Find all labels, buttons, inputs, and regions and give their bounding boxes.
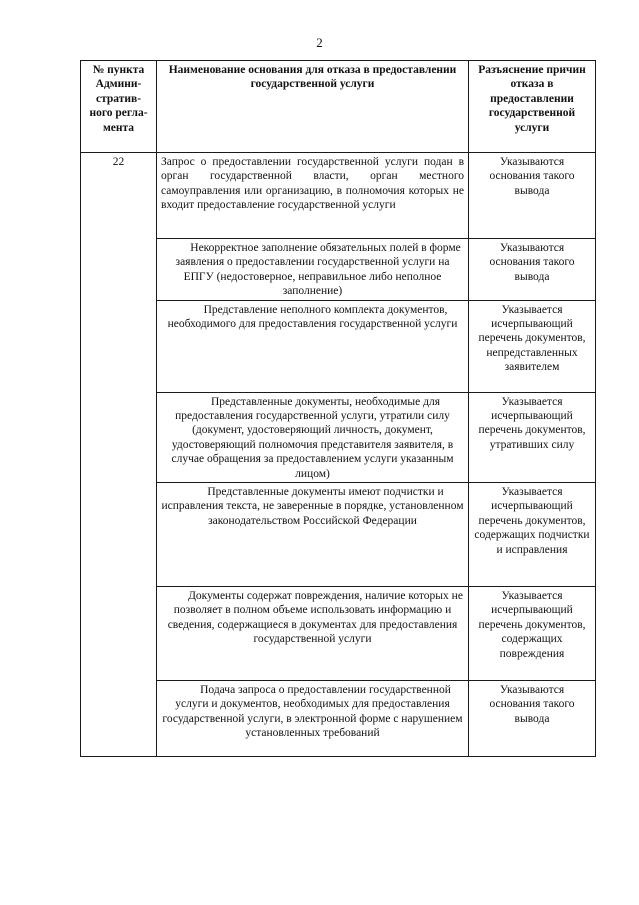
header-refusal-ground: Наименование основания для отказа в предоставлении государственной услуги — [157, 61, 469, 153]
point-number-cell: 22 — [81, 153, 157, 757]
refusal-ground-cell: Представленные документы имеют подчистки и исправления текста, не заверенные в порядке, установленном законодательством Российской Федерации — [157, 483, 469, 587]
refusal-explanation-cell: Указывается исчерпывающий перечень документов, непредставленных заявителем — [469, 300, 596, 392]
header-refusal-explanation: Разъяснение причин отказа в предоставлении государственной услуги — [469, 61, 596, 153]
table-row — [81, 153, 596, 239]
page-number: 2 — [316, 35, 323, 50]
refusal-explanation-cell: Указывается исчерпывающий перечень документов, содержащих повреждения — [469, 587, 596, 681]
refusal-explanation-cell: Указывается исчерпывающий перечень документов, утративших силу — [469, 392, 596, 482]
refusal-ground-cell: Некорректное заполнение обязательных полей в форме заявления о предоставлении государственной услуги на ЕПГУ (недостоверное, неправильное либо неполное заполнение) — [157, 239, 469, 301]
refusal-ground-cell: Документы содержат повреждения, наличие которых не позволяет в полном объеме использовать информацию и сведения, содержащиеся в документах для предоставления государственной услуги — [157, 587, 469, 681]
refusal-ground-cell: Представление неполного комплекта документов, необходимого для предоставления государственной услуги — [157, 300, 469, 392]
refusal-grounds-table — [80, 60, 596, 757]
refusal-explanation-cell: Указывается исчерпывающий перечень документов, содержащих подчистки и исправления — [469, 483, 596, 587]
refusal-ground-cell: Представленные документы, необходимые для предоставления государственной услуги, утратили силу (документ, удостоверяющий личность, документ, удостоверяющий полномочия представителя заявителя, в случае обращения за предоставлением услуги указанным лицом) — [157, 392, 469, 482]
table-row — [81, 392, 596, 482]
refusal-explanation-cell: Указываются основания такого вывода — [469, 239, 596, 301]
refusal-ground-cell: Запрос о предоставлении государственной услуги подан в орган государственной власти, орган местного самоуправления или организацию, в полномочия которых не входит предоставление государственной услуги — [157, 153, 469, 239]
header-point-number: № пункта Админи-стратив-ного регла-мента — [81, 61, 157, 153]
table-row — [81, 681, 596, 757]
refusal-explanation-cell: Указываются основания такого вывода — [469, 153, 596, 239]
table-row — [81, 239, 596, 301]
refusal-ground-cell: Подача запроса о предоставлении государственной услуги и документов, необходимых для предоставления государственной услуги, в электронной форме с нарушением установленных требований — [157, 681, 469, 757]
table-row — [81, 300, 596, 392]
table-header-row — [81, 61, 596, 153]
refusal-explanation-cell: Указываются основания такого вывода — [469, 681, 596, 757]
table-row — [81, 587, 596, 681]
table-row — [81, 483, 596, 587]
